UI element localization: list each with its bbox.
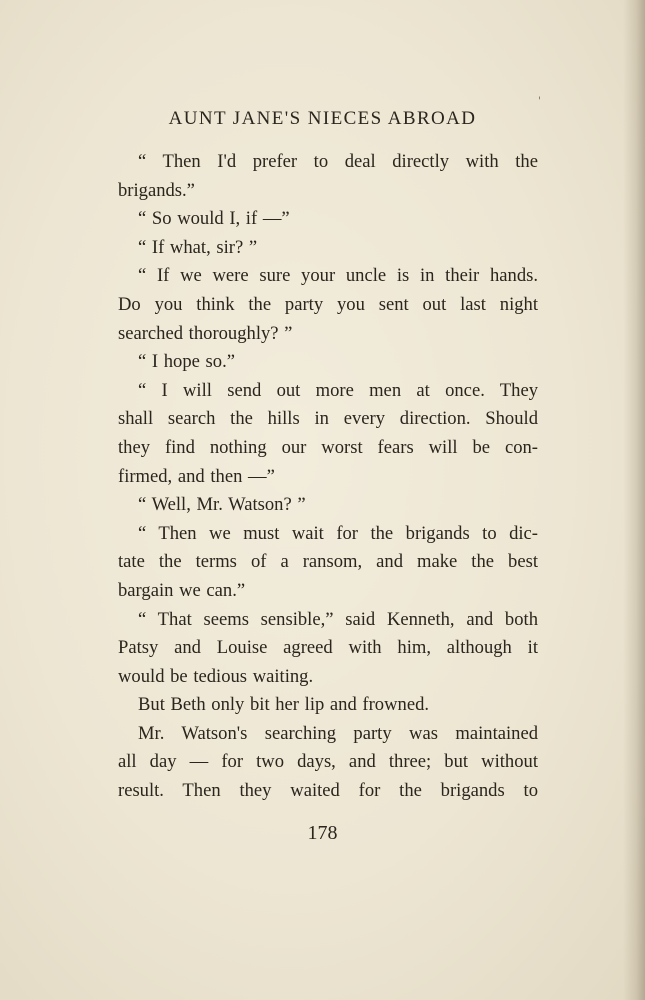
text-line: “ If what, sir? ” — [138, 236, 258, 258]
text-line: firmed, and then —” — [118, 465, 275, 487]
text-line: would be tedious waiting. — [118, 665, 314, 687]
text-line: shall search the hills in every direction. Should — [118, 408, 538, 430]
page-edge-shadow — [623, 0, 645, 1000]
text-line: they find nothing our worst fears will be con- — [118, 436, 538, 458]
text-line: result. Then they waited for the brigands to — [118, 780, 538, 802]
text-line: bargain we can.” — [118, 579, 246, 601]
text-line: tate the terms of a ransom, and make the best — [118, 551, 538, 573]
margin-mark: ' — [538, 96, 541, 107]
text-line: “ If we were sure your uncle is in their hands. — [138, 265, 538, 287]
text-line: Patsy and Louise agreed with him, although it — [118, 637, 538, 659]
page-number: 178 — [307, 822, 338, 844]
body-text — [118, 148, 538, 806]
text-line: “ Then I'd prefer to deal directly with the — [138, 151, 538, 172]
text-line: “ I hope so.” — [138, 351, 235, 373]
text-line: “ Well, Mr. Watson? ” — [138, 494, 306, 516]
text-line: But Beth only bit her lip and frowned. — [138, 694, 430, 716]
text-line: Mr. Watson's searching party was maintained — [138, 722, 538, 744]
text-line: “ Then we must wait for the brigands to dic- — [138, 522, 538, 544]
text-line: Do you think the party you sent out last night — [118, 293, 538, 315]
text-line: “ That seems sensible,” said Kenneth, and both — [138, 608, 538, 630]
text-line: brigands.” — [118, 179, 195, 201]
text-line: “ So would I, if —” — [138, 208, 290, 230]
running-head: AUNT JANE'S NIECES ABROAD — [168, 108, 477, 129]
text-line: searched thoroughly? ” — [118, 322, 293, 344]
text-line: all day — for two days, and three; but without — [118, 751, 538, 773]
text-line: “ I will send out more men at once. They — [138, 379, 538, 401]
